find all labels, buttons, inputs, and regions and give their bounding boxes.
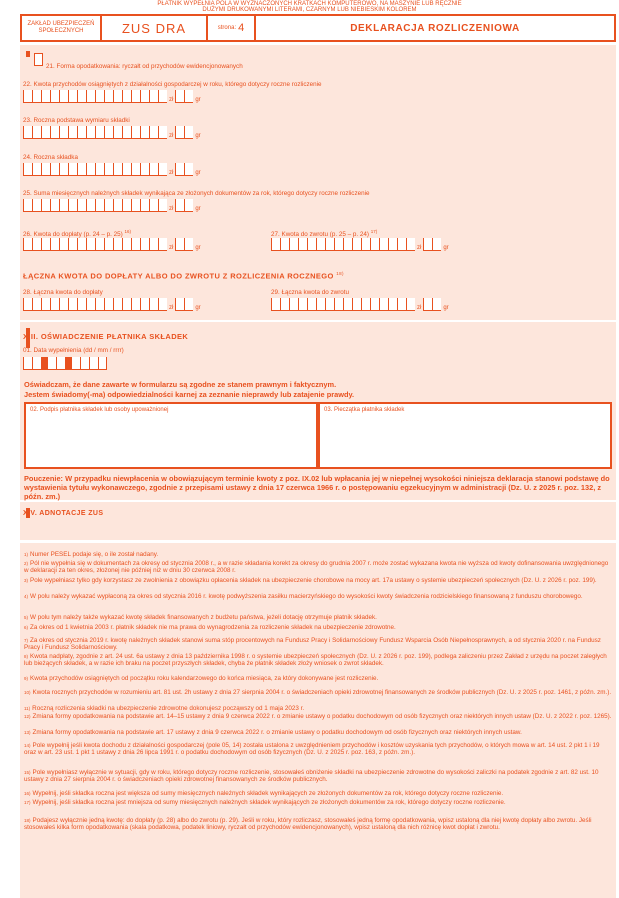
footnote-number: 18): [24, 818, 31, 823]
zl-label: zł: [417, 245, 422, 251]
footnote-16: [24, 790, 612, 797]
footnote-text: Kwota przychodów osiągniętych od początku roku kalendarzowego do końca miesiąca, za który dokonywane jest rozliczenie.: [30, 675, 379, 682]
field-23-input[interactable]: [23, 126, 203, 139]
gr-label: gr: [443, 305, 449, 311]
footnote-text: Pole wypełniasz wyłącznie w sytuacji, gdy w roku, którego dotyczy roczne rozliczenie, stosowałeś obniżenie składki na ubezpieczenie zdrowotne do wysokości zaliczki na podatek zgodnie z art. 82 ust. 10 ustawy z dnia 27 sierpnia 2004 r. o świadczeniach opieki zdrowotnej finansowanych ze środków publicznych.: [24, 769, 599, 784]
footnote-number: 3): [24, 578, 29, 583]
signature-label: 02. Podpis płatnika składek lub osoby upoważnionej: [30, 407, 169, 413]
form-header: [20, 14, 616, 42]
laczna-heading: ŁĄCZNA KWOTA DO DOPŁATY ALBO DO ZWROTU Z ROZLICZENIA ROCZNEGO $^{18)}$: [23, 271, 344, 281]
field-25-label: 25. Suma miesięcznych należnych składek wynikająca ze złożonych dokumentów za rok, którego dotyczy roczne rozliczenie: [23, 190, 370, 197]
footnote-9: [24, 675, 612, 682]
footnote-number: 2): [24, 561, 29, 566]
declaration-line-1: Oświadczam, że dane zawarte w formularzu są zgodne ze stanem prawnym i faktycznym.: [24, 380, 337, 389]
signature-box[interactable]: [24, 402, 318, 469]
footnote-number: 11): [24, 706, 31, 711]
footnote-number: 16): [24, 791, 31, 796]
footnote-number: 13): [24, 730, 31, 735]
zus-name: ZAKŁAD UBEZPIECZEŃ SPOŁECZNYCH: [27, 21, 95, 34]
footnote-text: Wypełnij, jeśli składka roczna jest mniejsza od sumy miesięcznych należnych składek wynikających ze złożonych dokumentów za rok, którego dotyczy roczne rozliczenie.: [32, 799, 506, 806]
field-29-label: 29. Łączna kwota do zwrotu: [271, 289, 350, 296]
zl-label: zł: [169, 133, 174, 139]
footnote-number: 5): [24, 615, 29, 620]
footnote-number: 9): [24, 676, 29, 681]
field-21-checkbox[interactable]: [34, 53, 43, 66]
field-22-input[interactable]: [23, 90, 203, 103]
footnote-text: Pole wypełniasz tylko gdy korzystasz ze zwolnienia z obowiązku opłacenia składek na ubezpieczenie chorobowe na mocy art. 17a ustawy o systemie ubezpieczeń społecznych (Dz. U. z 2026 r. poz. 199).: [30, 577, 597, 584]
footnote-text: Wypełnij, jeśli składka roczna jest większa od sumy miesięcznych należnych składek wynikających ze złożonych dokumentów za rok, którego dotyczy roczne rozliczenie.: [32, 790, 504, 797]
section-13-title: XIII. OŚWIADCZENIE PŁATNIKA SKŁADEK: [23, 332, 189, 341]
field-27-input[interactable]: [271, 238, 451, 251]
zus-notes-section: [20, 502, 616, 540]
footnote-number: 10): [24, 690, 31, 695]
footnote-text: Za okres od 1 kwietnia 2003 r. płatnik składek nie ma prawa do wynagrodzenia za rozliczenie składek na ubezpieczenie zdrowotne.: [30, 624, 396, 631]
gr-label: gr: [195, 97, 201, 103]
zl-label: zł: [169, 170, 174, 176]
footnote-number: 1): [24, 552, 29, 557]
section-marker: [26, 51, 30, 57]
form-code-cell: [102, 16, 208, 40]
field-22-label: 22. Kwota przychodów osiągniętych z działalności gospodarczej w roku, którego dotyczy roczne rozliczenie: [23, 81, 322, 88]
gr-label: gr: [195, 245, 201, 251]
footnote-11: [24, 705, 612, 712]
gr-label: gr: [195, 305, 201, 311]
zl-label: zł: [169, 97, 174, 103]
form-title: DEKLARACJA ROZLICZENIOWA: [350, 22, 520, 34]
form-code: ZUS DRA: [121, 20, 187, 36]
zl-label: zł: [169, 305, 174, 311]
date-input[interactable]: [23, 357, 107, 370]
instruction-line-1: PŁATNIK WYPEŁNIA POLA W WYZNACZONYCH KRATKACH KOMPUTEROWO, NA MASZYNIE LUB RĘCZNIE: [157, 1, 462, 7]
footnote-number: 6): [24, 625, 29, 630]
gr-label: gr: [195, 206, 201, 212]
footnote-2: [24, 560, 612, 574]
footnote-number: 15): [24, 770, 31, 775]
footnote-17: [24, 799, 612, 806]
footnote-number: 4): [24, 594, 29, 599]
footnote-text: Pól nie wypełnia się w dokumentach za okresy od stycznia 2008 r., a w razie składania korekt za okresy do grudnia 2007 r. może zostać wykazana kwota nie wyższa od kwoty dofinansowania uwzględnionego w deklaracji za ten okres, złożonej nie później niż w dniu 30 czerwca 2008 r.: [24, 560, 609, 575]
title-cell: [256, 16, 614, 40]
page-cell: [208, 16, 256, 40]
footnote-number: 8): [24, 654, 29, 659]
field-23-label: 23. Roczna podstawa wymiaru składki: [23, 117, 130, 124]
footnote-18: [24, 817, 612, 831]
footnote-text: Za okres od stycznia 2019 r. kwotę należnych składek stanowi suma stóp procentowych na Fundusz Pracy i Solidarnościowy Fundusz Wsparcia Osób Niepełnosprawnych, a od stycznia 2020 r. na Fundusz Pracy i Fundusz Solidarnościowy.: [24, 637, 601, 652]
field-24-input[interactable]: [23, 163, 203, 176]
gr-label: gr: [195, 133, 201, 139]
footnote-7: [24, 637, 612, 651]
footnote-text: W polu należy wykazać wypłaconą za okres od stycznia 2016 r. kwotę podwyższenia zasiłku macierzyńskiego do wysokości kwoty świadczenia rodzicielskiego finansowaną z funduszu chorobowego.: [30, 593, 583, 600]
footnote-number: 7): [24, 638, 29, 643]
footnote-12: [24, 713, 612, 720]
annual-settlement-section: [20, 45, 616, 320]
footnote-text: Pole wypełnij jeśli kwota dochodu z działalności gospodarczej (pole 05, 14) została ustalona z uwzględnieniem przychodów i kosztów uzyskania tych przychodów, o których mowa w art. 14 ust. 2 pkt 1 i 19 oraz w art. 23 ust. 1 pkt 1 ustawy z dnia 26 lipca 1991 r. o podatku dochodowym od osób fizycznych (Dz. U. z 2025 r. poz. 163, z późn. zm.).: [24, 742, 600, 757]
stamp-box[interactable]: [318, 402, 612, 469]
footnote-text: Kwota nadpłaty, zgodnie z art. 24 ust. 6a ustawy z dnia 13 października 1998 r. o systemie ubezpieczeń społecznych (Dz. U. z 2026 r. poz. 199), podlega zaliczeniu przez Zakład z urzędu na poczet zaległych lub bieżących składek, a w razie ich braku na poczet przyszłych składek, chyba że płatnik składek złoży wniosek o zwrot składek.: [24, 653, 607, 668]
page-label: strona:: [217, 25, 237, 31]
field-26-label: 26. Kwota do dopłaty (p. 24 – p. 25) $^{16)}$: [23, 229, 132, 239]
footnote-number: 14): [24, 743, 31, 748]
footnote-14: [24, 742, 612, 756]
footnote-text: Podajesz wyłącznie jedną kwotę: do dopłaty (p. 28) albo do zwrotu (p. 29). Jeśli w roku, który rozliczasz, stosowałeś jedną formę opodatkowania, wpisz ustaloną dla niej kwotę dopłaty albo zwrotu. Jeśli stosowałeś kilka form opodatkowania (skala podatkowa, podatek liniowy, ryczałt od przychodów ewidencjonowanych), wpisz ustaloną dla nich różnicę kwot dopłat i zwrotu.: [24, 817, 592, 832]
gr-label: gr: [443, 245, 449, 251]
declaration-line-2: Jestem świadomy(-ma) odpowiedzialności karnej za zeznanie nieprawdy lub zatajenie prawdy.: [24, 390, 355, 399]
footnote-3: [24, 577, 612, 584]
date-label: 01. Data wypełnienia (dd / mm / rrrr): [23, 347, 124, 354]
zus-logo-cell: [22, 16, 102, 40]
footnote-4: [24, 593, 612, 600]
instruction-line-2: DUŻYMI DRUKOWANYMI LITERAMI, CZARNYM LUB NIEBIESKIM KOLOREM: [202, 7, 417, 13]
stamp-label: 03. Pieczątka płatnika składek: [324, 407, 405, 413]
field-28-input[interactable]: [23, 298, 203, 311]
zl-label: zł: [169, 206, 174, 212]
pouczenie-text: Pouczenie: W przypadku niewpłacenia w obowiązującym terminie kwoty z poz. IX.02 lub wpłacania jej w niepełnej wysokości niniejsza deklaracja stanowi podstawę do wystawienia tytułu wykonawczego, zgodnie z przepisami ustawy z dnia 17 czerwca 1966 r. o postępowaniu egzekucyjnym w administracji (Dz. U. z 2025 r. poz. 132, z późn. zm.): [24, 474, 610, 501]
footnote-text: Roczną rozliczenia składki na ubezpieczenie zdrowotne dokonujesz począwszy od 1 maja 2023 r.: [32, 705, 305, 712]
field-24-label: 24. Roczna składka: [23, 154, 78, 161]
field-26-input[interactable]: [23, 238, 203, 251]
zl-label: zł: [169, 245, 174, 251]
footnote-text: Numer PESEL podaje się, o ile został nadany.: [30, 551, 159, 558]
footnote-text: Zmiana formy opodatkowania na podstawie art. 17 ustawy z dnia 9 czerwca 2022 r. o zmianie ustawy o podatku dochodowym od osób fizycznych oraz niektórych innych ustaw.: [32, 729, 522, 736]
footnote-8: [24, 653, 612, 667]
zl-label: zł: [417, 305, 422, 311]
footnote-text: W polu tym należy także wykazać kwotę składek finansowanych z budżetu państwa, jeżeli dotację otrzymuje płatnik składek.: [30, 614, 377, 621]
footnote-number: 17): [24, 800, 31, 805]
footnote-1: [24, 551, 612, 558]
field-28-label: 28. Łączna kwota do dopłaty: [23, 289, 103, 296]
footnote-number: 12): [24, 714, 31, 719]
footnote-13: [24, 729, 612, 736]
gr-label: gr: [195, 170, 201, 176]
footnote-6: [24, 624, 612, 631]
section-14-title: XIV. ADNOTACJE ZUS: [23, 510, 104, 517]
page-number: 4: [238, 22, 245, 34]
field-21-label: 21. Forma opodatkowania: ryczałt od przychodów ewidencjonowanych: [46, 63, 243, 70]
footnote-10: [24, 689, 612, 696]
field-29-input[interactable]: [271, 298, 451, 311]
field-25-input[interactable]: [23, 199, 203, 212]
footnote-text: Zmiana formy opodatkowania na podstawie art. 14–15 ustawy z dnia 9 czerwca 2022 r. o zmianie ustawy o podatku dochodowym od osób fizycznych oraz niektórych innych ustaw (Dz. U. z 2022 r. poz. 1265).: [32, 713, 612, 720]
footnote-5: [24, 614, 612, 621]
footnote-15: [24, 769, 612, 783]
footnote-text: Kwota rocznych przychodów w rozumieniu art. 81 ust. 2h ustawy z dnia 27 sierpnia 2004 r. o świadczeniach opieki zdrowotnej finansowanych ze środków publicznych (Dz. U. z 2025 r. poz. 1461, z późn. zm.).: [32, 689, 612, 696]
field-27-label: 27. Kwota do zwrotu (p. 25 – p. 24) $^{17)}$: [271, 229, 378, 239]
